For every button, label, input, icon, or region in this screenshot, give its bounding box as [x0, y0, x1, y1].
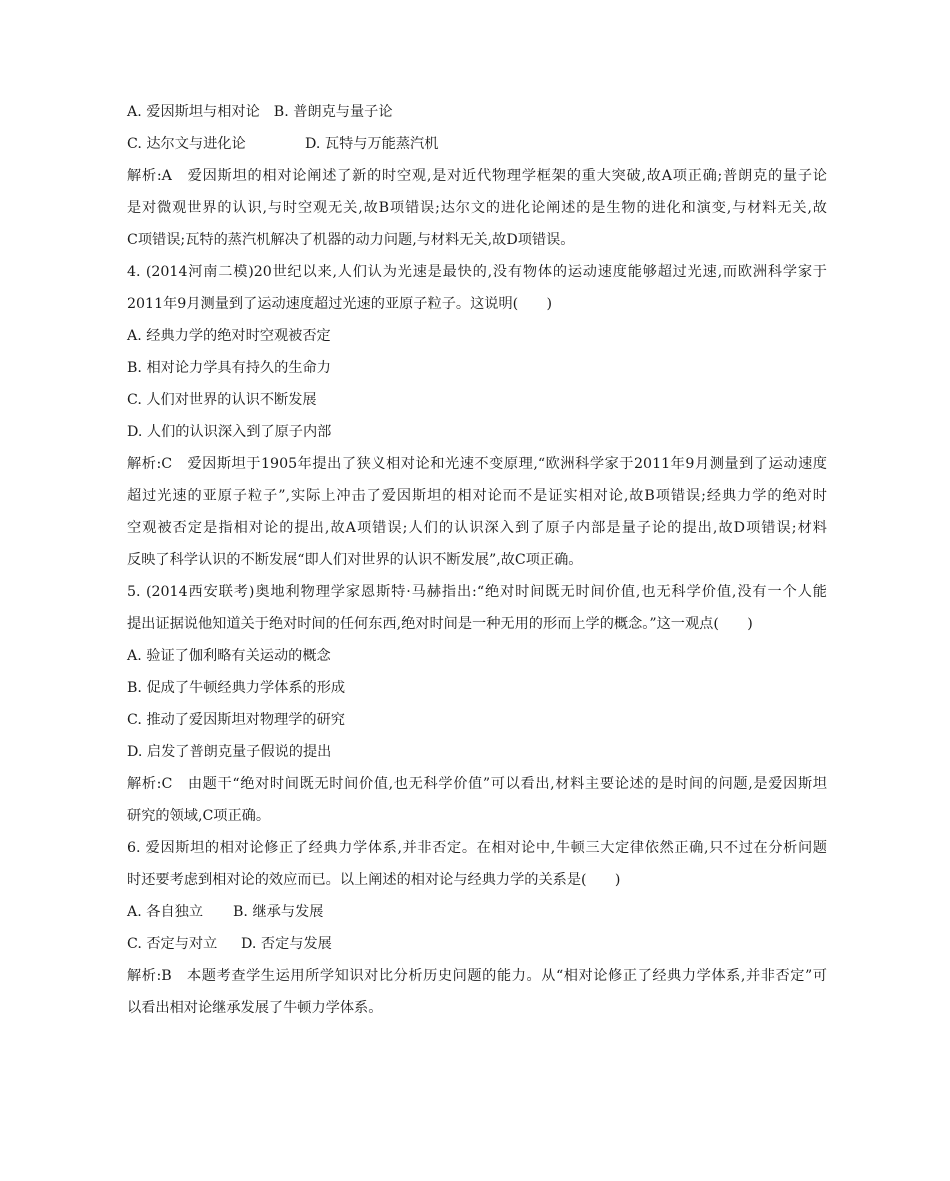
q3-option-d: D. 瓦特与万能蒸汽机 — [305, 136, 439, 152]
q6-option-a: A. 各自独立 — [127, 904, 204, 920]
q3-analysis-line-1: 解析:A 爱因斯坦的相对论阐述了新的时空观,是对近代物理学框架的重大突破,故A项正确;普朗克的量子论 — [127, 168, 827, 184]
q3-analysis-line-2: 是对微观世界的认识,与时空观无关,故B项错误;达尔文的进化论阐述的是生物的进化和演变,与材料无关,故 — [127, 200, 827, 216]
q3-analysis-line-3: C项错误;瓦特的蒸汽机解决了机器的动力问题,与材料无关,故D项错误。 — [127, 232, 575, 248]
q6-options-row-1 — [127, 896, 827, 928]
q4-analysis-line-4: 反映了科学认识的不断发展“即人们对世界的认识不断发展”,故C项正确。 — [127, 552, 583, 568]
q6-option-d: D. 否定与发展 — [241, 936, 332, 952]
q3-option-c: C. 达尔文与进化论 — [127, 136, 246, 152]
q3-options-row-2 — [127, 128, 827, 160]
q4-option-b: B. 相对论力学具有持久的生命力 — [127, 360, 331, 376]
q5-stem-line-1: 5. (2014西安联考)奥地利物理学家恩斯特·马赫指出:“绝对时间既无时间价值,也无科学价值,没有一个人能 — [127, 584, 827, 600]
q3-option-b: B. 普朗克与量子论 — [273, 104, 393, 120]
q6-analysis-line-1: 解析:B 本题考查学生运用所学知识对比分析历史问题的能力。从“相对论修正了经典力学体系,并非否定”可 — [127, 968, 827, 984]
q6-analysis-line-2: 以看出相对论继承发展了牛顿力学体系。 — [127, 1000, 383, 1016]
document-body — [127, 96, 827, 1024]
q4-stem-line-2: 2011年9月测量到了运动速度超过光速的亚原子粒子。这说明( ) — [127, 296, 553, 312]
q6-options-row-2 — [127, 928, 827, 960]
q6-stem-line-2: 时还要考虑到相对论的效应而已。以上阐述的相对论与经典力学的关系是( ) — [127, 872, 621, 888]
q5-analysis-line-2: 研究的领域,C项正确。 — [127, 808, 271, 824]
q4-analysis-line-3: 空观被否定是指相对论的提出,故A项错误;人们的认识深入到了原子内部是量子论的提出,故D项错误;材料 — [127, 520, 827, 536]
q5-option-b: B. 促成了牛顿经典力学体系的形成 — [127, 680, 346, 696]
q4-option-d: D. 人们的认识深入到了原子内部 — [127, 424, 332, 440]
q4-stem-line-1: 4. (2014河南二模)20世纪以来,人们认为光速是最快的,没有物体的运动速度能够超过光速,而欧洲科学家于 — [127, 264, 827, 280]
q6-option-b: B. 继承与发展 — [233, 904, 324, 920]
q3-options-row-1 — [127, 96, 827, 128]
q5-option-a: A. 验证了伽利略有关运动的概念 — [127, 648, 331, 664]
q3-option-a: A. 爱因斯坦与相对论 — [127, 104, 260, 120]
q5-analysis-line-1: 解析:C 由题干“绝对时间既无时间价值,也无科学价值”可以看出,材料主要论述的是时间的问题,是爱因斯坦 — [127, 776, 827, 792]
q4-analysis-line-1: 解析:C 爱因斯坦于1905年提出了狭义相对论和光速不变原理,“欧洲科学家于2011年9月测量到了运动速度 — [127, 456, 827, 472]
q4-option-c: C. 人们对世界的认识不断发展 — [127, 392, 317, 408]
q5-stem-line-2: 提出证据说他知道关于绝对时间的任何东西,绝对时间是一种无用的形而上学的概念。”这一观点( ) — [127, 616, 753, 632]
q6-option-c: C. 否定与对立 — [127, 936, 218, 952]
q6-stem-line-1: 6. 爱因斯坦的相对论修正了经典力学体系,并非否定。在相对论中,牛顿三大定律依然正确,只不过在分析问题 — [127, 840, 827, 856]
q4-analysis-line-2: 超过光速的亚原子粒子”,实际上冲击了爱因斯坦的相对论而不是证实相对论,故B项错误;经典力学的绝对时 — [127, 488, 827, 504]
q5-option-d: D. 启发了普朗克量子假说的提出 — [127, 744, 332, 760]
q5-option-c: C. 推动了爱因斯坦对物理学的研究 — [127, 712, 345, 728]
q4-option-a: A. 经典力学的绝对时空观被否定 — [127, 328, 331, 344]
